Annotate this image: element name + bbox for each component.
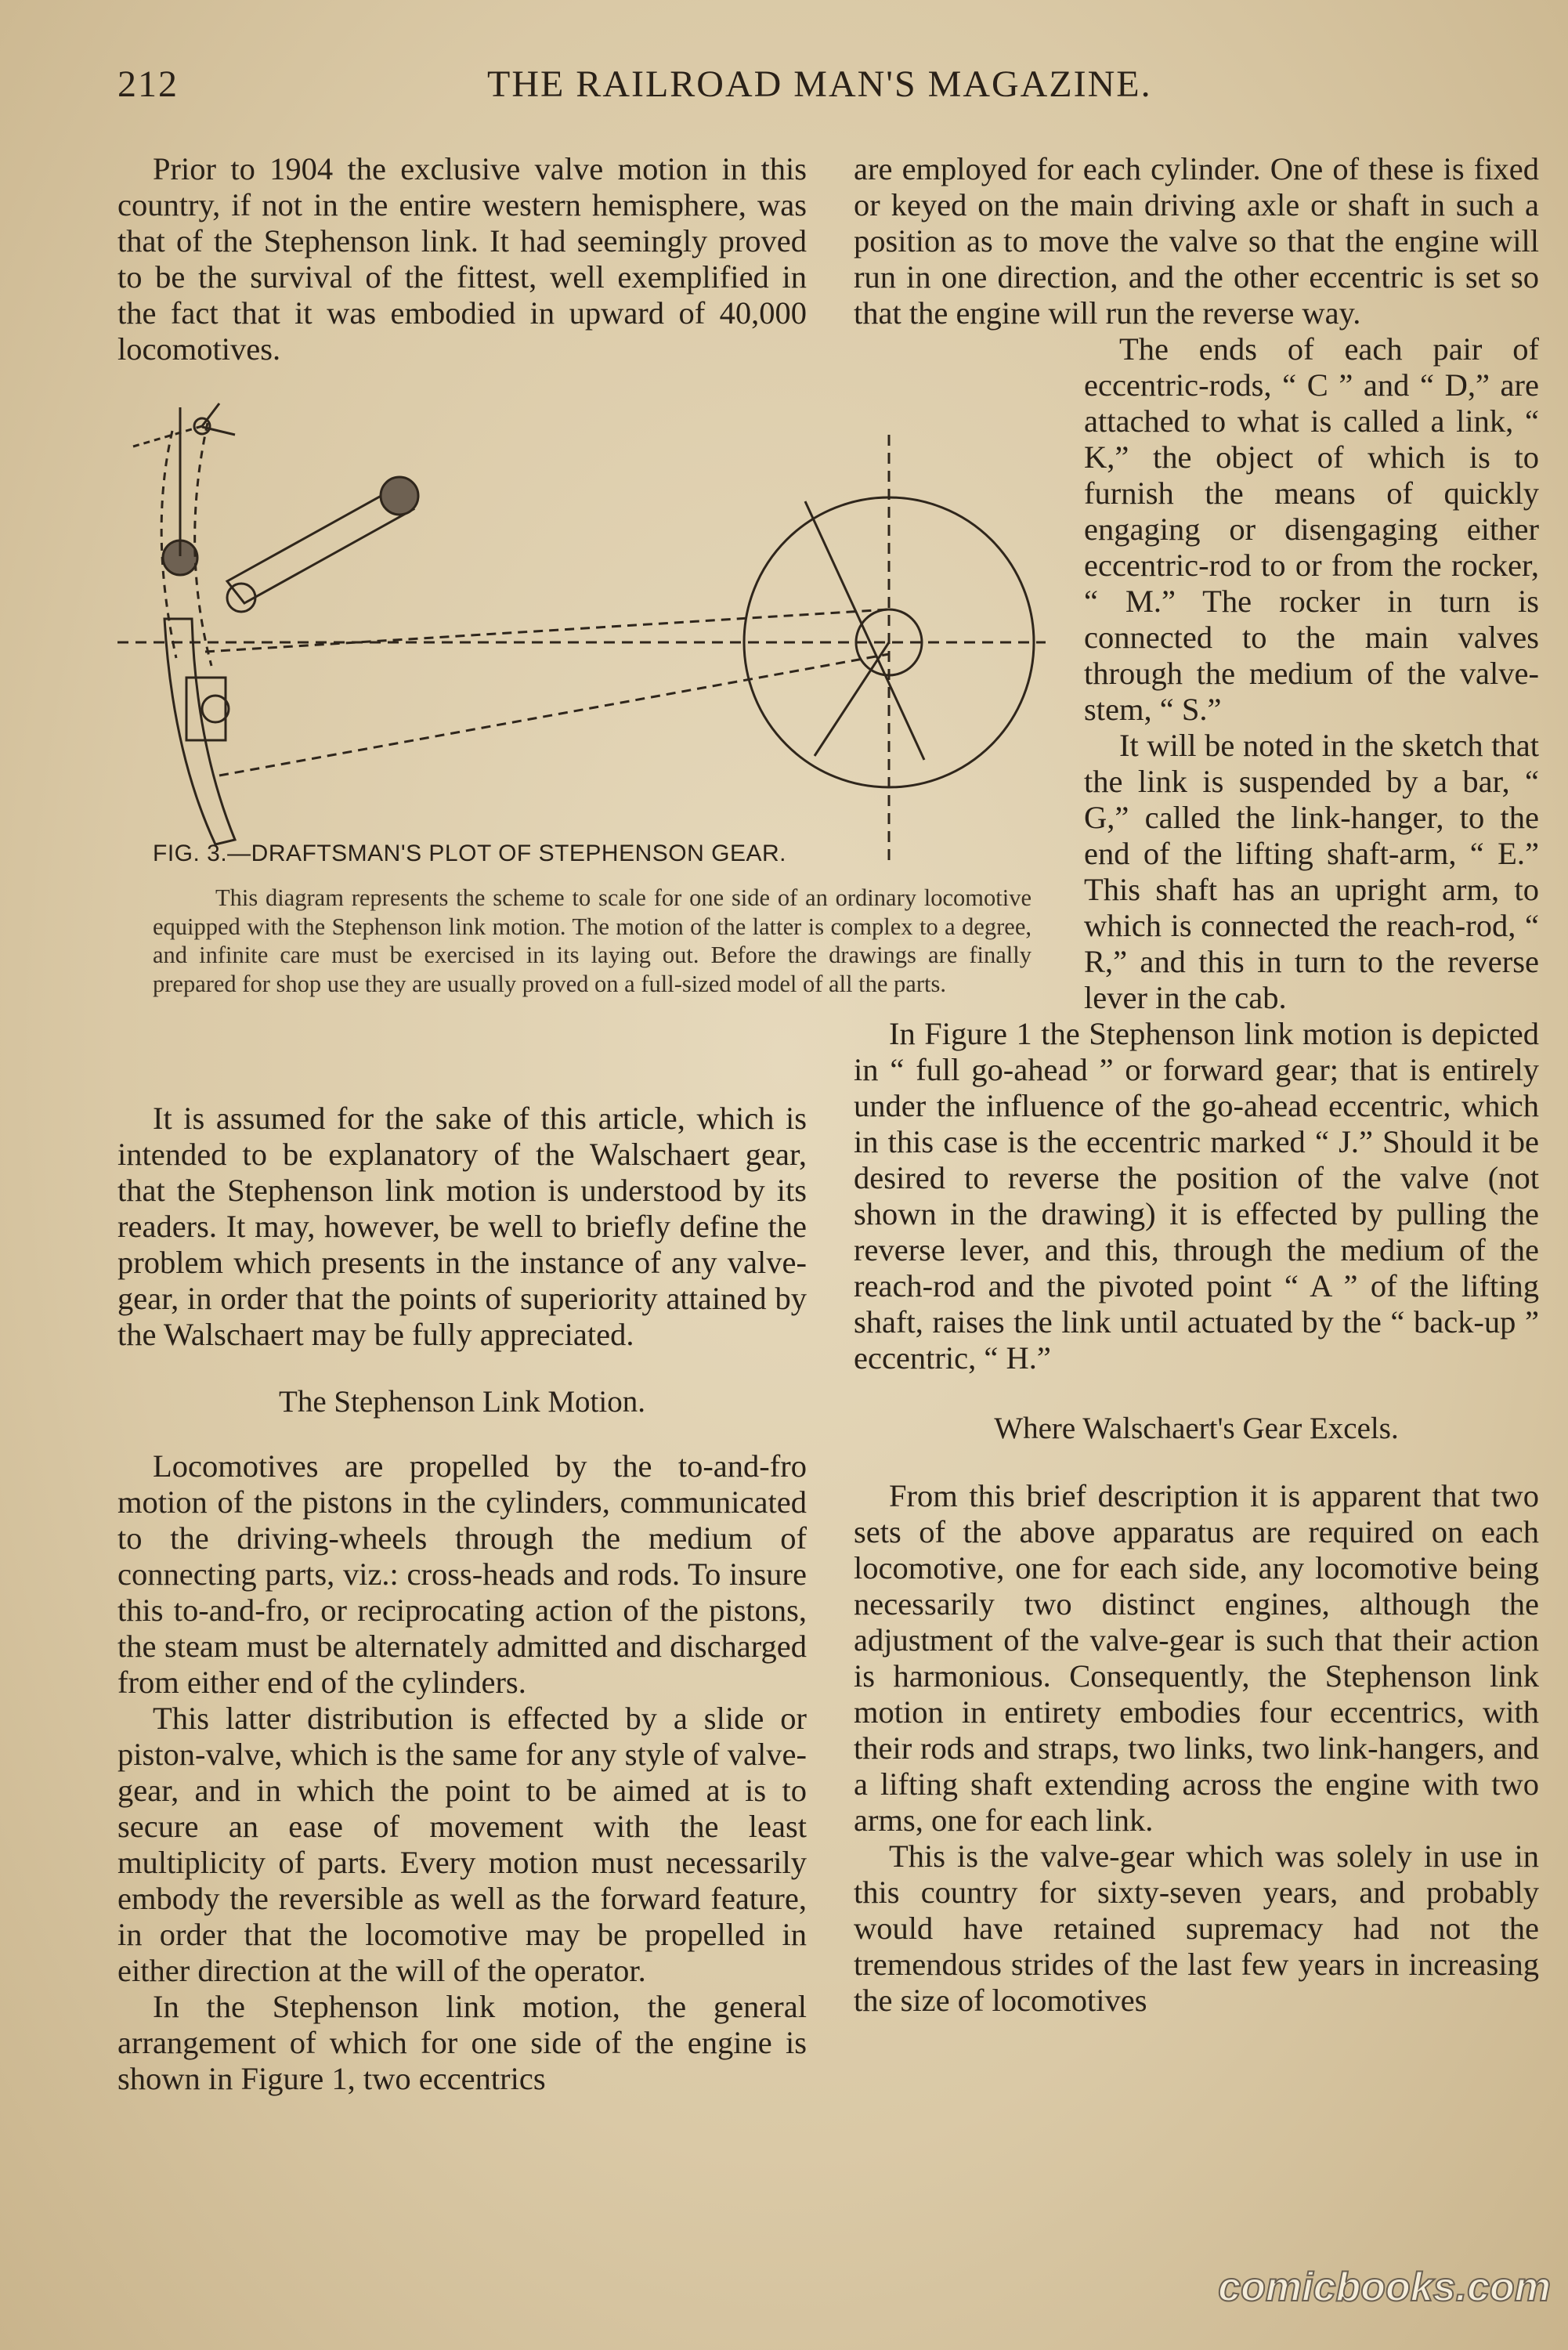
page-number: 212 bbox=[117, 63, 179, 105]
right-paragraph-2: The ends of each pair of eccentric-rods, “ C ” and “ D,” are attached to what is called a link, “ K,” the object of which is to furnish the means of quickly engaging or disengaging either eccentric-rod to or from the rocker, “ M.” The rocker in turn is connected to the main valves through the medium of the valve-stem, “ S.” bbox=[1084, 331, 1539, 727]
figure-title: FIG. 3.—DRAFTSMAN'S PLOT OF STEPHENSON GEAR. bbox=[153, 841, 786, 866]
right-paragraph-4: In Figure 1 the Stephenson link motion is depicted in “ full go-ahead ” or forward gear; that is entirely under the influence of the go-ahead eccentric, which in this case is the eccentric marked “ J.” Should it be desired to reverse the position of the valve (not shown in the drawing) it is effected by pulling the reverse lever, and this, through the medium of the reach-rod and the pivoted point “ A ” of the lifting shaft, raises the link until actuated by the “ back-up ” eccentric, “ H.” bbox=[854, 1016, 1539, 1376]
watermark: comicbooks.com bbox=[1218, 2265, 1551, 2310]
section-heading-walschaert: Where Walschaert's Gear Excels. bbox=[994, 1412, 1399, 1445]
left-paragraph-1: Prior to 1904 the exclusive valve motion in this country, if not in the entire western hemisphere, was that of the Stephenson link. It had seemingly proved to be the survival of the fittest, well exemplified in the fact that it was embodied in upward of 40,000 locomotives. bbox=[117, 151, 807, 367]
left-paragraph-4: This latter distribution is effected by a slide or piston-valve, which is the same for any style of valve-gear, and in which the point to be aimed at is to secure an ease of movement with the least multiplicity of parts. Every motion must necessarily embody the reversible as well as the forward feature, in order that the locomotive may be propelled in either direction at the will of the operator. bbox=[117, 1701, 807, 1988]
magazine-title: THE RAILROAD MAN'S MAGAZINE. bbox=[487, 63, 1152, 105]
page-header bbox=[117, 63, 1543, 125]
right-wrap-block bbox=[1084, 331, 1539, 728]
left-paragraph-2: It is assumed for the sake of this article, which is intended to be explanatory of the Walschaert gear, that the Stephenson link motion is understood by its readers. It may, however, be well to briefly define the problem which presents in the instance of any valve-gear, in order that the points of superiority attained by the Walschaert may be fully appreciated. bbox=[117, 1101, 807, 1352]
left-paragraph-5: In the Stephenson link motion, the general arrangement of which for one side of the engine is shown in Figure 1, two eccentrics bbox=[117, 1989, 807, 2096]
rocker-pin bbox=[381, 477, 418, 515]
right-paragraph-1: are employed for each cylinder. One of these is fixed or keyed on the main driving axle or shaft in such a position as to move the valve so that the engine will run in one direction, and the other eccentric is set so that the engine will run the reverse way. bbox=[854, 151, 1539, 331]
right-paragraph-6: This is the valve-gear which was solely in use in this country for sixty-seven years, and probably would have retained supremacy had not the tremendous strides of the last few years in increasing the size of locomotives bbox=[854, 1838, 1539, 2018]
left-paragraph-3: Locomotives are propelled by the to-and-fro motion of the pistons in the cylinders, communicated to the driving-wheels through the medium of connecting parts, viz.: cross-heads and rods. To insure this to-and-fro, or reciprocating action of the pistons, the steam must be alternately admitted and discharged from either end of the cylinders. bbox=[117, 1448, 807, 1700]
figure-caption: This diagram represents the scheme to scale for one side of an ordinary locomotive equipped with the Stephenson link motion. The motion of the latter is complex to a degree, and infinite care must be exercised in its laying out. Before the drawings are finally prepared for shop use they are usually proved on a full-sized model of all the parts. bbox=[153, 884, 1031, 997]
right-paragraph-5: From this brief description it is apparent that two sets of the above apparatus are required on each locomotive, one for each side, any locomotive being necessarily two distinct engines, although the adjustment of the valve-gear is such that their action is harmonious. Consequently, the Stephenson link motion in entirety embodies four eccentrics, with their rods and straps, two links, two link-hangers, and a lifting shaft extending across the engine with two arms, one for each link. bbox=[854, 1478, 1539, 1838]
right-paragraph-3a: It will be noted in the sketch that the link is suspended by a bar, “ G,” called the link-hanger, to the end of the lifting shaft-arm, “ E.” This shaft has an upright arm, to which is connected the reach-rod, “ R,” and this in turn to the reverse lever in the cab. bbox=[1084, 728, 1539, 1015]
section-heading-stephenson: The Stephenson Link Motion. bbox=[279, 1385, 645, 1419]
left-column-bottom bbox=[117, 1101, 807, 2097]
left-column-top bbox=[117, 151, 807, 367]
right-wrap-block-2 bbox=[1084, 728, 1539, 1016]
right-column bbox=[854, 151, 1539, 2019]
